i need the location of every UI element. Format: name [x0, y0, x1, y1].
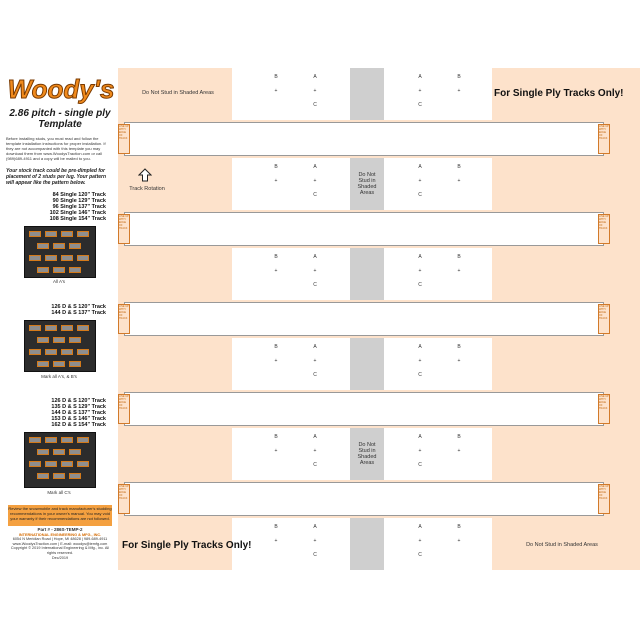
track-item: 90 Single 129" Track — [52, 198, 106, 204]
stud-mark-letter_a: A — [313, 74, 317, 80]
stud-mark-letter_c: C — [418, 192, 422, 198]
stud-mark-letter_c: C — [418, 282, 422, 288]
stock-note: Your stock track could be pre-dimpled for placement of 2 studs per lug. Your pattern will appear like the pattern below. — [6, 168, 107, 186]
track-edge — [124, 392, 604, 426]
stud-mark-plus: + — [274, 448, 278, 454]
orange-zone — [492, 248, 640, 300]
title-line-2: Template — [38, 119, 82, 130]
stud-mark-plus: + — [313, 448, 317, 454]
line-up-tab: LINE UP WITH EDGE OF TRACK — [118, 214, 130, 244]
stud-mark-letter_a: A — [313, 164, 317, 170]
track-edge — [124, 302, 604, 336]
stud-mark-plus: + — [313, 88, 317, 94]
line-up-tab: LINE UP WITH EDGE OF TRACK — [598, 304, 610, 334]
stud-zone — [384, 248, 492, 300]
track-strip — [118, 210, 640, 248]
stud-mark-letter_b: B — [274, 164, 278, 170]
stud-band — [118, 338, 640, 390]
stud-mark-letter_a: A — [418, 434, 422, 440]
do-not-stud-word: Shaded — [357, 184, 377, 190]
stud-mark-letter_a: A — [418, 344, 422, 350]
do-not-stud-word: Areas — [359, 460, 375, 466]
woodys-logo — [8, 72, 114, 106]
stud-mark-letter_c: C — [313, 462, 317, 468]
track-strip — [118, 300, 640, 338]
template-grid — [118, 68, 640, 571]
stud-band — [118, 248, 640, 300]
stud-mark-letter_a: A — [313, 344, 317, 350]
stud-pattern-2 — [24, 320, 96, 372]
orange-zone — [118, 248, 232, 300]
stud-mark-plus: + — [418, 88, 422, 94]
do-not-stud-stack — [350, 442, 384, 466]
template-sheet — [0, 68, 640, 571]
single-ply-heading-bottom: For Single Ply Tracks Only! — [122, 540, 252, 551]
stud-mark-plus: + — [457, 358, 461, 364]
stud-mark-plus: + — [313, 268, 317, 274]
track-strip — [118, 120, 640, 158]
orange-zone — [118, 338, 232, 390]
do-not-stud-word: Areas — [359, 190, 375, 196]
shaded-zone — [350, 68, 384, 120]
track-list-1 — [6, 192, 106, 222]
stud-pattern-3 — [24, 432, 96, 488]
stud-mark-plus: + — [457, 538, 461, 544]
do-not-stud-word: Stud in — [358, 178, 376, 184]
stud-mark-plus: + — [274, 538, 278, 544]
track-edge — [124, 212, 604, 246]
web-contact: www.WoodysTraction.com | E-mail: woodys@iemfg.com — [12, 541, 108, 546]
track-item: 108 Single 154" Track — [49, 216, 106, 222]
stud-mark-plus: + — [418, 268, 422, 274]
line-up-tab: LINE UP WITH EDGE OF TRACK — [118, 124, 130, 154]
track-item: 126 D & S 120" Track — [51, 304, 106, 310]
stud-zone — [232, 68, 350, 120]
line-up-tab: LINE UP WITH EDGE OF TRACK — [598, 484, 610, 514]
stud-mark-letter_b: B — [457, 434, 461, 440]
shaded-zone — [350, 338, 384, 390]
track-strip — [118, 390, 640, 428]
do-not-stud-note: Do Not Stud in Shaded Areas — [142, 90, 214, 96]
stud-mark-plus: + — [274, 268, 278, 274]
stud-mark-letter_b: B — [457, 254, 461, 260]
stud-mark-plus: + — [313, 358, 317, 364]
stud-mark-plus: + — [418, 538, 422, 544]
title-line-1: 2.86 pitch - single ply — [9, 108, 111, 119]
stud-mark-plus: + — [457, 448, 461, 454]
stud-mark-letter_c: C — [418, 552, 422, 558]
pattern-label-1: All A's — [52, 279, 66, 284]
stud-mark-letter_c: C — [313, 282, 317, 288]
track-rotation-label: Track Rotation — [129, 186, 165, 192]
stud-mark-letter_b: B — [457, 164, 461, 170]
line-up-tab: LINE UP WITH EDGE OF TRACK — [598, 214, 610, 244]
pattern-label-2: Mark all A's, & B's — [41, 374, 77, 379]
line-up-tab: LINE UP WITH EDGE OF TRACK — [598, 124, 610, 154]
info-column — [0, 68, 118, 571]
orange-zone — [118, 158, 232, 210]
track-list-3 — [6, 398, 106, 428]
stud-mark-letter_a: A — [313, 524, 317, 530]
footer — [6, 528, 114, 560]
track-edge — [124, 482, 604, 516]
track-item: 102 Single 146" Track — [49, 210, 106, 216]
stud-mark-plus: + — [418, 178, 422, 184]
do-not-stud-word: Do Not — [358, 442, 376, 448]
stud-mark-letter_c: C — [313, 192, 317, 198]
stud-mark-letter_b: B — [274, 74, 278, 80]
stud-mark-letter_a: A — [313, 434, 317, 440]
shaded-zone — [350, 248, 384, 300]
track-item: 144 D & S 137" Track — [51, 310, 106, 316]
track-edge — [124, 122, 604, 156]
pattern-label-3: Mark all C's — [47, 490, 71, 495]
do-not-stud-word: Do Not — [358, 172, 376, 178]
stud-mark-plus: + — [418, 358, 422, 364]
stud-mark-letter_b: B — [274, 524, 278, 530]
do-not-stud-word: Stud in — [358, 448, 376, 454]
track-item: 162 D & S 154" Track — [51, 422, 106, 428]
stud-mark-plus: + — [274, 88, 278, 94]
track-item: 153 D & S 146" Track — [51, 416, 106, 422]
up-arrow-icon — [138, 168, 152, 182]
stud-mark-plus: + — [274, 178, 278, 184]
stud-mark-plus: + — [313, 538, 317, 544]
stud-mark-letter_b: B — [457, 524, 461, 530]
stud-mark-letter_b: B — [274, 254, 278, 260]
stud-mark-plus: + — [274, 358, 278, 364]
orange-zone — [118, 428, 232, 480]
stud-mark-plus: + — [457, 178, 461, 184]
stud-mark-letter_b: B — [274, 434, 278, 440]
copyright: Copyright © 2019 International Engineering & Mfg., Inc. All rights reserved. — [10, 546, 110, 555]
stud-mark-plus: + — [457, 88, 461, 94]
stud-mark-letter_c: C — [313, 552, 317, 558]
stud-zone — [384, 518, 492, 570]
stud-zone — [232, 428, 350, 480]
stud-mark-letter_c: C — [313, 102, 317, 108]
stud-zone — [384, 338, 492, 390]
stud-zone — [384, 68, 492, 120]
svg-text:Woody's: Woody's — [8, 74, 114, 104]
do-not-stud-word: Shaded — [357, 454, 377, 460]
template-title — [4, 108, 116, 130]
line-up-tab: LINE UP WITH EDGE OF TRACK — [118, 394, 130, 424]
do-not-stud-stack — [350, 172, 384, 196]
part-number: Part # - 286S-TEMP-2 — [37, 527, 83, 532]
track-list-2 — [6, 304, 106, 316]
stud-mark-letter_c: C — [418, 372, 422, 378]
stud-zone — [384, 428, 492, 480]
orange-zone — [492, 338, 640, 390]
stud-mark-plus: + — [313, 178, 317, 184]
stud-mark-letter_b: B — [457, 344, 461, 350]
track-item: 84 Single 120" Track — [52, 192, 106, 198]
line-up-tab: LINE UP WITH EDGE OF TRACK — [598, 394, 610, 424]
stud-mark-letter_a: A — [418, 74, 422, 80]
line-up-tab: LINE UP WITH EDGE OF TRACK — [118, 304, 130, 334]
shaded-zone — [350, 518, 384, 570]
warning-box: Review the snowmobile and track manufacturer's studding recommendations in your owner's manual. You may void your warranty if their recommendations are not followed. — [8, 505, 112, 526]
line-up-tab: LINE UP WITH EDGE OF TRACK — [118, 484, 130, 514]
orange-zone — [492, 428, 640, 480]
track-item: 96 Single 137" Track — [52, 204, 106, 210]
single-ply-heading: For Single Ply Tracks Only! — [494, 88, 624, 99]
stud-zone — [232, 158, 350, 210]
stud-mark-letter_a: A — [313, 254, 317, 260]
stud-zone — [232, 248, 350, 300]
stud-zone — [384, 158, 492, 210]
stud-mark-plus: + — [457, 268, 461, 274]
track-strip — [118, 480, 640, 518]
stud-mark-letter_c: C — [418, 102, 422, 108]
stud-mark-letter_b: B — [274, 344, 278, 350]
track-item: 126 D & S 120" Track — [51, 398, 106, 404]
stud-mark-letter_a: A — [418, 254, 422, 260]
instructions-text: Before installing studs, you must read and follow the template installation instructions for proper installation. If they are not accompanied with this template you may download them from www.WoodysTraction.com or call (989)689-4911 and a copy will be mailed to you. — [6, 136, 106, 161]
do-not-stud-note-bottom: Do Not Stud in Shaded Areas — [526, 542, 598, 548]
stud-mark-letter_b: B — [457, 74, 461, 80]
company-name: INTERNATIONAL ENGINEERING & MFG., INC. — [18, 532, 102, 537]
stud-mark-letter_c: C — [418, 462, 422, 468]
stud-mark-plus: + — [418, 448, 422, 454]
stud-mark-letter_a: A — [418, 164, 422, 170]
stud-zone — [232, 338, 350, 390]
address: 6054 N Meridian Road | Hope, MI 48628 | 989-689-4911 — [12, 537, 108, 542]
track-item: 135 D & S 129" Track — [51, 404, 106, 410]
track-item: 144 D & S 137" Track — [51, 410, 106, 416]
stud-mark-letter_c: C — [313, 372, 317, 378]
orange-zone — [492, 158, 640, 210]
date: Dec/2019 — [51, 555, 69, 560]
stud-pattern-1 — [24, 226, 96, 278]
stud-mark-letter_a: A — [418, 524, 422, 530]
